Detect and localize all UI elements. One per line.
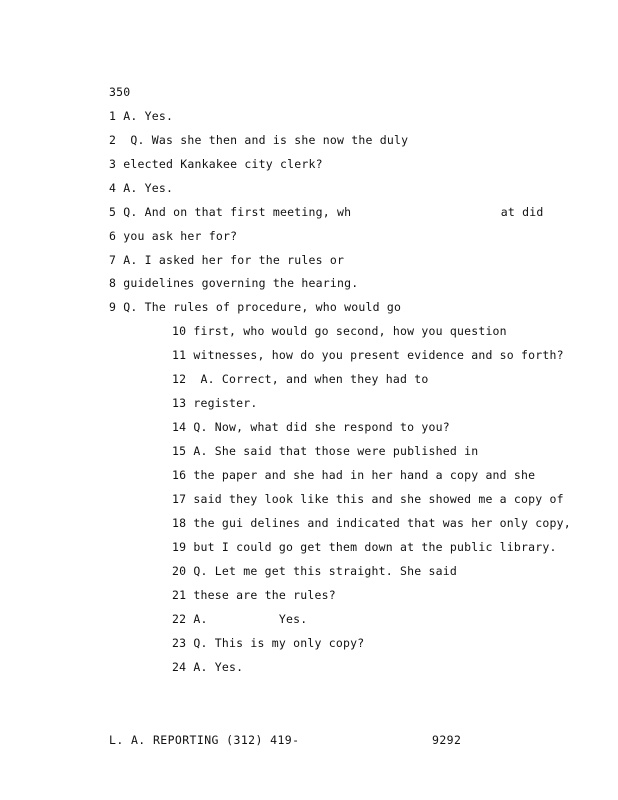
transcript-line: 2 Q. Was she then and is she now the duly — [109, 133, 409, 147]
transcript-line: 13 register. — [172, 396, 258, 410]
transcript-line: 4 A. Yes. — [109, 181, 174, 195]
transcript-line: 7 A. I asked her for the rules or — [109, 253, 345, 267]
transcript-line: 12 A. Correct, and when they had to — [172, 372, 429, 386]
transcript-line: 11 witnesses, how do you present evidence and so forth? — [172, 348, 564, 362]
footer-reporter: L. A. REPORTING (312) 419- — [109, 733, 300, 747]
transcript-line: 9 Q. The rules of procedure, who would go — [109, 300, 402, 314]
footer-phone-suffix: 9292 — [432, 733, 462, 747]
transcript-line: 15 A. She said that those were published in — [172, 444, 479, 458]
transcript-line: 21 these are the rules? — [172, 588, 336, 602]
transcript-line: 17 said they look like this and she showed me a copy of — [172, 492, 564, 506]
transcript-line: 14 Q. Now, what did she respond to you? — [172, 420, 450, 434]
transcript-line: 6 you ask her for? — [109, 229, 238, 243]
transcript-line: 16 the paper and she had in her hand a copy and she — [172, 468, 536, 482]
transcript-line: 5 Q. And on that first meeting, wh at did — [109, 205, 544, 219]
transcript-line: 1 A. Yes. — [109, 109, 174, 123]
transcript-line: 3 elected Kankakee city clerk? — [109, 157, 323, 171]
page-number: 350 — [109, 85, 131, 99]
transcript-line: 8 guidelines governing the hearing. — [109, 276, 359, 290]
transcript-line: 20 Q. Let me get this straight. She said — [172, 564, 457, 578]
transcript-line: 10 first, who would go second, how you question — [172, 324, 507, 338]
transcript-line: 22 A. Yes. — [172, 612, 308, 626]
transcript-line: 24 A. Yes. — [172, 660, 244, 674]
transcript-line: 23 Q. This is my only copy? — [172, 636, 365, 650]
transcript-line: 19 but I could go get them down at the public library. — [172, 540, 557, 554]
transcript-line: 18 the gui delines and indicated that was her only copy, — [172, 516, 571, 530]
